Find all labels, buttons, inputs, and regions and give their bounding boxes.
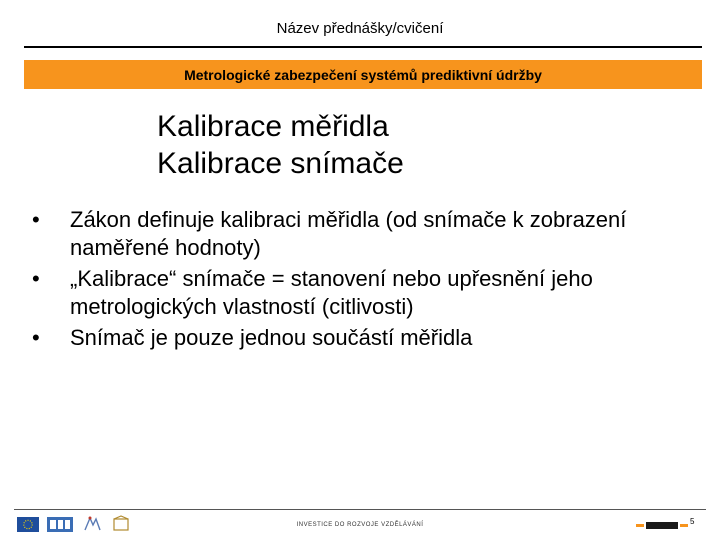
bottom-rule	[14, 509, 706, 510]
bullet-text: „Kalibrace“ snímače = stanovení nebo upřesnění jeho metrologických vlastností (citlivosti)	[70, 266, 593, 319]
bullet-text: Zákon definuje kalibraci měřidla (od snímače k zobrazení naměřené hodnoty)	[70, 207, 627, 260]
footer-tagline: INVESTICE DO ROZVOJE VZDĚLÁVÁNÍ	[296, 522, 424, 528]
lecture-title: Název přednášky/cvičení	[276, 20, 444, 37]
subject-title: Metrologické zabezpečení systémů prediktivní údržby	[184, 66, 542, 83]
footer-right	[636, 518, 694, 532]
top-rule	[24, 46, 702, 48]
bullet-marker: •	[32, 266, 40, 291]
heading-line-1: Kalibrace měřidla	[157, 110, 389, 143]
institution-logo	[636, 518, 688, 532]
bullet-item	[30, 206, 702, 262]
bullet-item	[30, 265, 702, 321]
bullet-text: Snímač je pouze jednou součástí měřidla	[70, 325, 473, 350]
slide-heading	[157, 108, 404, 182]
bullet-marker: •	[32, 325, 40, 350]
bullet-marker: •	[32, 207, 40, 232]
page-number: 5	[690, 517, 695, 526]
bullet-list	[30, 206, 702, 355]
bullet-item	[30, 324, 702, 352]
subject-bar	[24, 60, 702, 89]
heading-line-2: Kalibrace snímače	[157, 147, 404, 180]
